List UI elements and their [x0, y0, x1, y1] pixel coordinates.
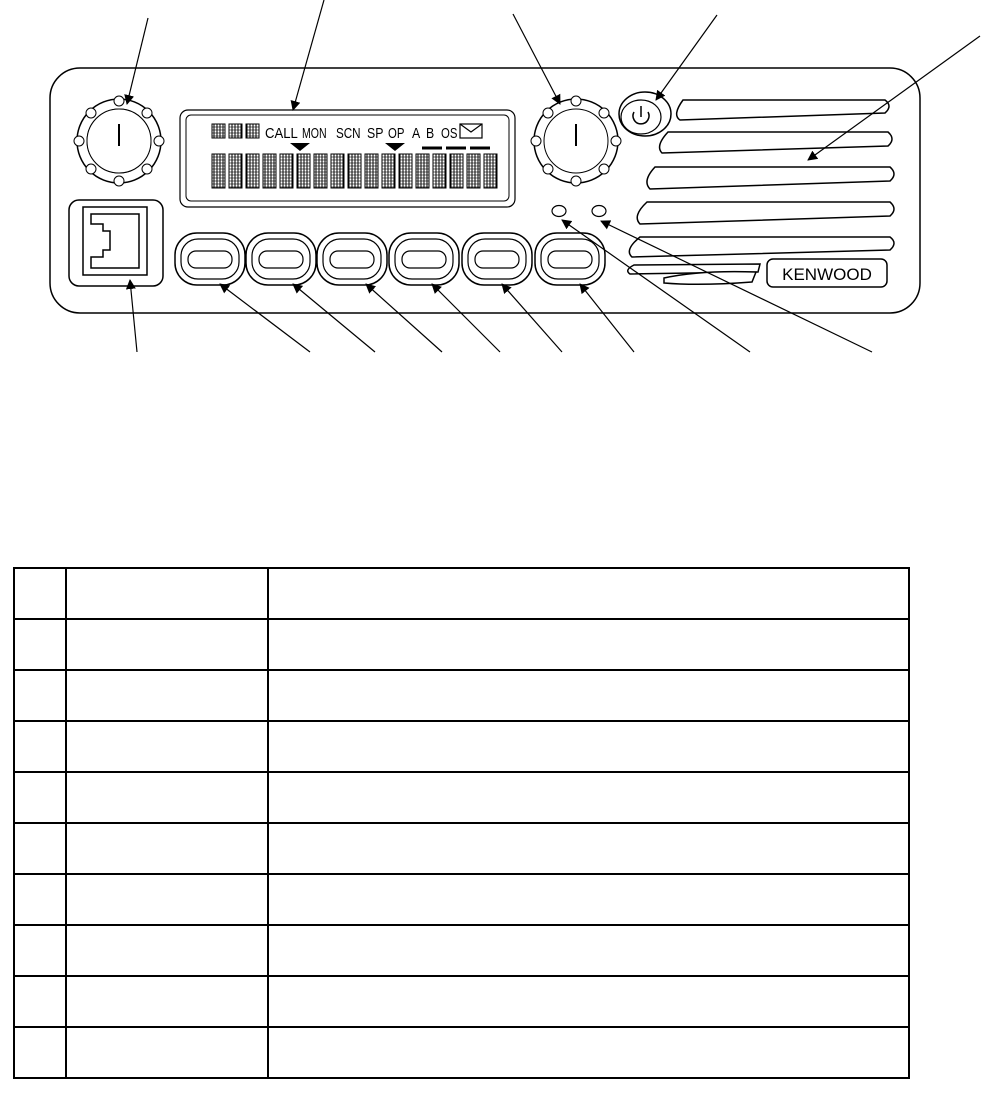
svg-text:KENWOOD: KENWOOD [782, 265, 872, 284]
legend-description-cell [268, 976, 909, 1027]
left-knob[interactable] [74, 96, 164, 186]
character-cell [212, 154, 225, 188]
legend-name-cell [66, 1027, 268, 1078]
display-indicator-sp: SP [367, 125, 384, 142]
character-cell [280, 154, 293, 188]
signal-block [229, 124, 242, 138]
legend-description-cell [268, 670, 909, 721]
legend-name-cell [66, 721, 268, 772]
legend-row [14, 721, 909, 772]
legend-description-cell [268, 721, 909, 772]
character-cell [229, 154, 242, 188]
signal-block [212, 124, 225, 138]
legend-number-cell [14, 823, 66, 874]
legend-row [14, 976, 909, 1027]
function-key-1[interactable] [175, 233, 245, 285]
character-cell [348, 154, 361, 188]
legend-name-cell [66, 568, 268, 619]
legend-description-cell [268, 568, 909, 619]
legend-row [14, 619, 909, 670]
legend-number-cell [14, 619, 66, 670]
character-cell [399, 154, 412, 188]
legend-name-cell [66, 670, 268, 721]
character-cell [331, 154, 344, 188]
character-cell [297, 154, 310, 188]
function-key-3[interactable] [317, 233, 387, 285]
envelope-icon [460, 124, 482, 138]
character-cell [246, 154, 259, 188]
led-indicator-2 [592, 206, 606, 217]
display-indicator-os: OS [441, 125, 458, 142]
legend-description-cell [268, 874, 909, 925]
legend-description-cell [268, 925, 909, 976]
signal-block [246, 124, 259, 138]
character-cell [433, 154, 446, 188]
legend-number-cell [14, 670, 66, 721]
legend-number-cell [14, 772, 66, 823]
legend-number-cell [14, 925, 66, 976]
legend-description-cell [268, 772, 909, 823]
legend-name-cell [66, 823, 268, 874]
character-cell [484, 154, 497, 188]
character-cell [450, 154, 463, 188]
mic-jack[interactable] [69, 200, 163, 286]
display-indicator-b: B [426, 125, 435, 142]
legend-row [14, 1027, 909, 1078]
lcd-display [180, 110, 515, 207]
legend-name-cell [66, 874, 268, 925]
legend-row [14, 874, 909, 925]
legend-name-cell [66, 772, 268, 823]
character-cell [314, 154, 327, 188]
power-button[interactable] [619, 92, 671, 136]
right-knob[interactable] [531, 96, 621, 186]
function-key-5[interactable] [462, 233, 532, 285]
legend-number-cell [14, 568, 66, 619]
legend-number-cell [14, 874, 66, 925]
legend-description-cell [268, 823, 909, 874]
display-indicator-op: OP [388, 125, 405, 142]
legend-description-cell [268, 619, 909, 670]
display-indicator-a: A [412, 125, 421, 142]
legend-row [14, 823, 909, 874]
led-indicator-1 [552, 206, 566, 217]
legend-name-cell [66, 976, 268, 1027]
display-indicator-mon: MON [302, 125, 327, 142]
legend-row [14, 670, 909, 721]
character-cell [365, 154, 378, 188]
character-cell [416, 154, 429, 188]
legend-row [14, 772, 909, 823]
character-cell [263, 154, 276, 188]
legend-row [14, 568, 909, 619]
function-key-2[interactable] [246, 233, 316, 285]
legend-row [14, 925, 909, 976]
legend-name-cell [66, 925, 268, 976]
function-key-4[interactable] [389, 233, 459, 285]
legend-name-cell [66, 619, 268, 670]
legend-table [13, 567, 910, 1079]
legend-number-cell [14, 976, 66, 1027]
legend-description-cell [268, 1027, 909, 1078]
character-cell [467, 154, 480, 188]
kenwood-logo [767, 259, 887, 287]
display-indicator-scn: SCN [336, 125, 361, 142]
legend-number-cell [14, 721, 66, 772]
function-key-6[interactable] [535, 233, 605, 285]
character-cell [382, 154, 395, 188]
legend-number-cell [14, 1027, 66, 1078]
display-indicator-call: CALL [265, 125, 298, 142]
